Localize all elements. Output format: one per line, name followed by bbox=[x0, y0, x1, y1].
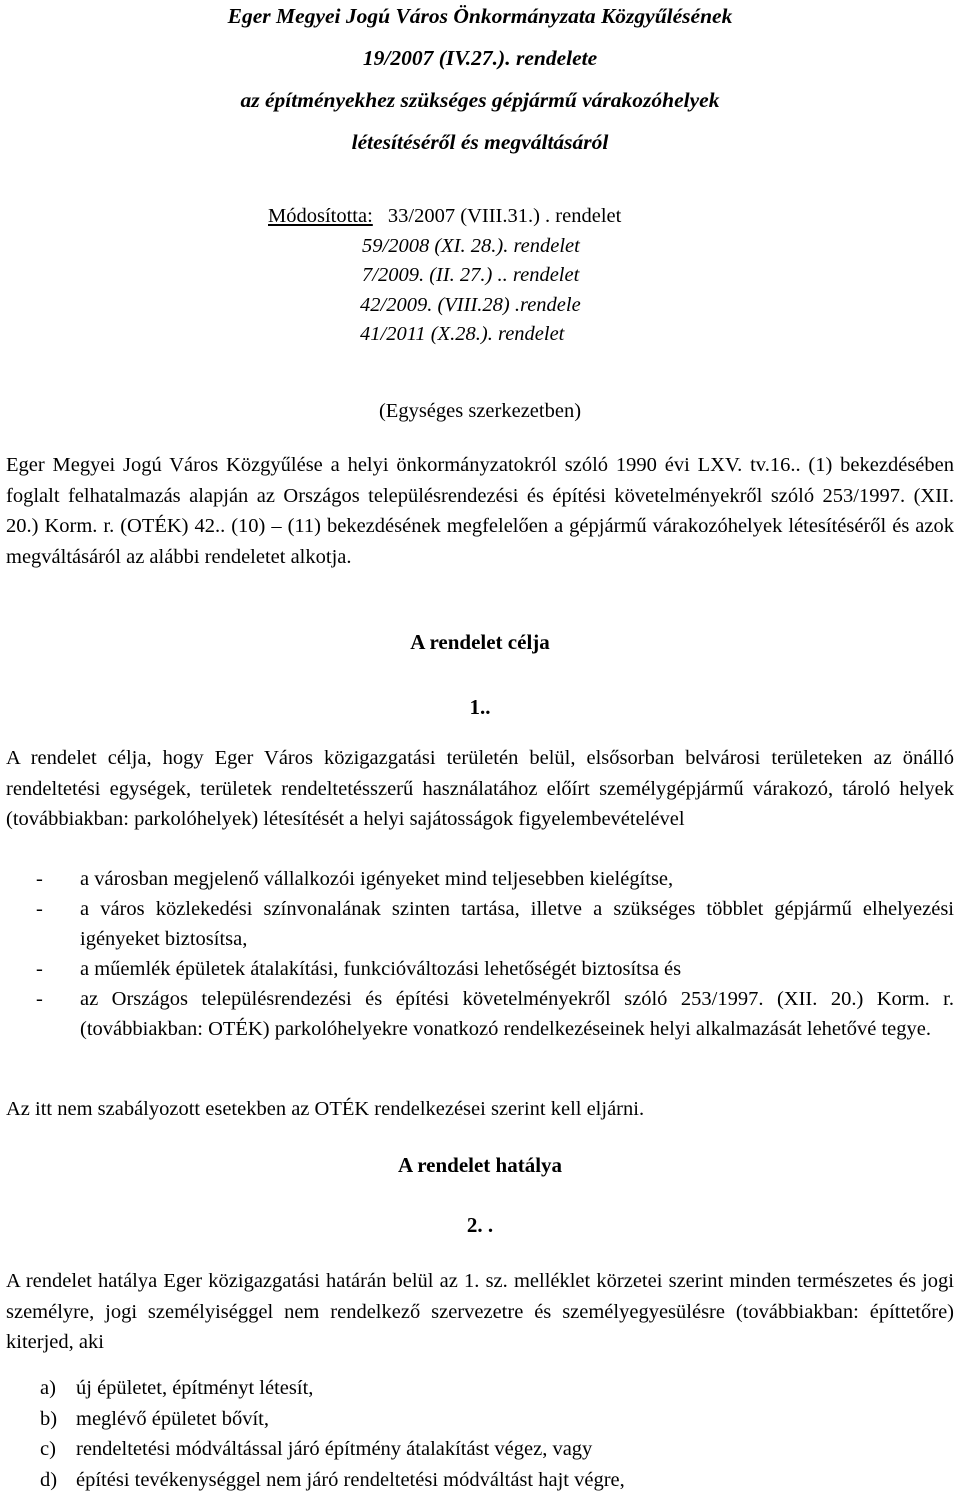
preamble-paragraph: Eger Megyei Jogú Város Közgyűlése a helyi önkormányzatokról szóló 1990 évi LXV. tv.16.. (1) bekezdésében foglalt felhatalmazás alapján az Országos településrendezési és építési követelményekről szóló 253/1997. (XII. 20.) Korm. r. (OTÉK) 42.. (10) – (11) bekezdésének megfelelően a gépjármű várakozóhelyek létesítéséről és azok megváltásáról az alábbi rendeletet alkotja. bbox=[6, 450, 954, 572]
list-item bbox=[6, 1404, 954, 1435]
modification-row bbox=[268, 262, 621, 292]
list-item bbox=[6, 1434, 954, 1465]
dash-marker: - bbox=[6, 894, 80, 954]
section-number: 1.. bbox=[6, 695, 954, 720]
list-marker: d) bbox=[6, 1465, 76, 1495]
title-line: Eger Megyei Jogú Város Önkormányzata Közgyűlésének bbox=[6, 2, 954, 44]
list-item-text: rendeltetési módváltással járó építmény átalakítást végez, vagy bbox=[76, 1434, 592, 1465]
section-number: 2. . bbox=[6, 1213, 954, 1238]
title-line: az építményekhez szükséges gépjármű várakozóhelyek bbox=[6, 86, 954, 128]
modification-entry: 33/2007 (VIII.31.) . rendelet bbox=[388, 205, 621, 227]
list-item-text: az Országos településrendezési és építési követelményekről szóló 253/1997. (XII. 20.) Korm. r. (továbbiakban: OTÉK) parkolóhelyekre vonatkozó rendelkezéseinek helyi alkalmazását lehetővé tegye. bbox=[80, 984, 954, 1044]
document-title bbox=[6, 2, 954, 170]
modification-row bbox=[268, 233, 621, 263]
list-item-text: építési tevékenységgel nem járó rendeltetési módváltást hajt végre, bbox=[76, 1465, 625, 1495]
section-intro bbox=[6, 1266, 954, 1358]
list-item bbox=[6, 864, 954, 894]
title-line: 19/2007 (IV.27.). rendelete bbox=[6, 44, 954, 86]
list-item bbox=[6, 894, 954, 954]
title-line: létesítéséről és megváltásáról bbox=[6, 128, 954, 170]
section-title: A rendelet célja bbox=[6, 630, 954, 655]
dash-marker: - bbox=[6, 864, 80, 894]
modifications-label: Módosította: bbox=[268, 203, 373, 229]
list-item-text: új épületet, építményt létesít, bbox=[76, 1373, 313, 1404]
modification-entry: 41/2011 (X.28.). rendelet bbox=[360, 323, 564, 345]
list-item bbox=[6, 954, 954, 984]
modification-entry: 42/2009. (VIII.28) .rendele bbox=[360, 294, 581, 316]
list-item-text: a műemlék épületek átalakítási, funkcióváltozási lehetőségét biztosítsa és bbox=[80, 954, 954, 984]
closing-sentence: Az itt nem szabályozott esetekben az OTÉK rendelkezései szerint kell eljárni. bbox=[6, 1094, 954, 1124]
dash-marker: - bbox=[6, 954, 80, 984]
section-intro-text: A rendelet célja, hogy Eger Város közigazgatási területén belül, elsősorban belvárosi területeken az önálló rendeltetési egységek, területek rendeltetésszerű használatához előírt személygépjármű várakozó, tároló helyek (továbbiakban: parkolóhelyek) létesítését a helyi sajátosságok figyelembevételével bbox=[6, 743, 954, 835]
modification-row bbox=[268, 321, 621, 351]
section-intro bbox=[6, 743, 954, 835]
modification-row bbox=[268, 292, 621, 322]
list-item bbox=[6, 1465, 954, 1495]
list-marker: c) bbox=[6, 1434, 76, 1465]
list-marker: b) bbox=[6, 1404, 76, 1435]
modification-row bbox=[268, 203, 621, 233]
list-item-text: a város közlekedési színvonalának szinten tartása, illetve a szükséges többlet gépjármű elhelyezési igényeket biztosítsa, bbox=[80, 894, 954, 954]
list-item bbox=[6, 984, 954, 1044]
list-marker: a) bbox=[6, 1373, 76, 1404]
dash-marker: - bbox=[6, 984, 80, 1044]
section-intro-text: A rendelet hatálya Eger közigazgatási határán belül az 1. sz. melléklet körzetei szerint minden természetes és jogi személyre, jogi személyiséggel nem rendelkező szervezetre és személyegyesülésre (továbbiakban: építtetőre) kiterjed, aki bbox=[6, 1266, 954, 1358]
modification-entry: 7/2009. (II. 27.) .. rendelet bbox=[362, 264, 579, 286]
list-item bbox=[6, 1373, 954, 1404]
purpose-list bbox=[6, 864, 954, 1044]
modification-entry: 59/2008 (XI. 28.). rendelet bbox=[362, 235, 580, 257]
list-item-text: a városban megjelenő vállalkozói igényeket mind teljesebben kielégítse, bbox=[80, 864, 954, 894]
modifications-list bbox=[268, 203, 621, 351]
consolidated-note: (Egységes szerkezetben) bbox=[6, 400, 954, 423]
scope-list bbox=[6, 1373, 954, 1495]
list-item-text: meglévő épületet bővít, bbox=[76, 1404, 269, 1435]
section-title: A rendelet hatálya bbox=[6, 1153, 954, 1178]
